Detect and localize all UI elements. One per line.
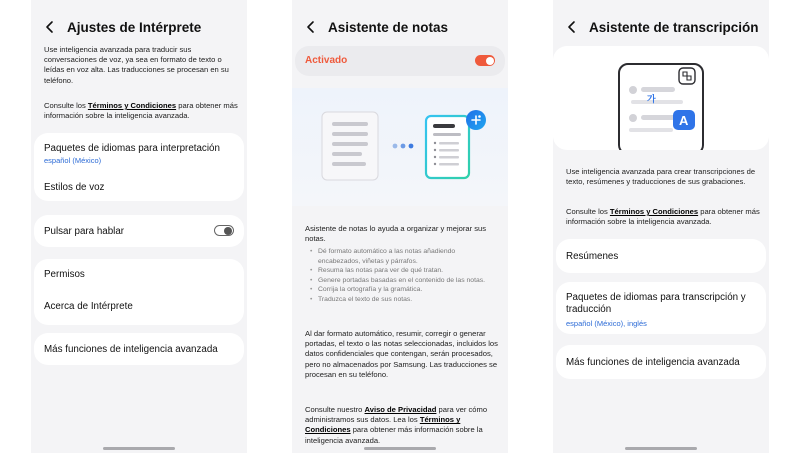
push-to-talk-card <box>34 215 244 247</box>
features-list <box>310 247 498 305</box>
language-packs-value: español (México) <box>44 156 102 165</box>
navigation-handle[interactable] <box>625 447 697 450</box>
back-arrow-icon[interactable] <box>43 20 57 34</box>
header <box>292 14 448 40</box>
push-to-talk-toggle[interactable] <box>214 225 234 236</box>
activated-label: Activado <box>305 55 348 66</box>
about-interpreter-item[interactable]: Acerca de Intérprete <box>44 301 133 312</box>
language-packs-value: español (México), inglés <box>566 319 647 328</box>
back-arrow-icon[interactable] <box>565 20 579 34</box>
language-packs-label: Paquetes de idiomas para interpretación <box>44 143 220 154</box>
more-features-card <box>34 333 244 365</box>
push-to-talk-label: Pulsar para hablar <box>44 226 125 237</box>
language-packs-item[interactable] <box>44 143 234 165</box>
more-features-item[interactable]: Más funciones de inteligencia avanzada <box>566 357 740 368</box>
transcript-illustration <box>553 46 769 150</box>
navigation-handle[interactable] <box>364 447 436 450</box>
more-features-item[interactable]: Más funciones de inteligencia avanzada <box>44 344 218 355</box>
feature-list-item: • Genere portadas basadas en el contenido de las notas. <box>310 276 498 286</box>
page-title: Asistente de transcripción <box>589 19 759 35</box>
transcript-assist-screen <box>553 0 769 453</box>
page-title: Ajustes de Intérprete <box>67 19 202 35</box>
terms-suffix: para obtener más información sobre la inteligencia avanzada. <box>566 207 760 227</box>
interpreter-settings-screen <box>31 0 247 453</box>
language-packs-item[interactable] <box>566 292 756 330</box>
feature-list-item: • Dé formato automático a las notas añadiendo encabezados, viñetas y párrafos. <box>310 247 498 266</box>
summaries-item[interactable]: Resúmenes <box>566 251 619 262</box>
navigation-handle[interactable] <box>103 447 175 450</box>
terms-prefix: Consulte los <box>44 101 88 110</box>
description: Use inteligencia avanzada para traducir sus conversaciones de voz, ya sea en formato de texto o leídas en voz alta. Las traducciones se procesan en su teléfono. <box>44 45 229 85</box>
header <box>31 14 201 40</box>
consent-text <box>305 405 500 446</box>
info-card <box>34 259 244 325</box>
intro-text: Asistente de notas lo ayuda a organizar y mejorar sus notas. <box>305 224 487 244</box>
terms-text <box>566 207 761 227</box>
toggle-knob <box>224 227 232 235</box>
consent-suffix: para obtener más información sobre la inteligencia avanzada. <box>305 425 483 445</box>
feature-list-item: • Traduzca el texto de sus notas. <box>310 295 498 305</box>
terms-prefix: Consulte los <box>566 207 610 216</box>
terms-text <box>44 101 239 121</box>
more-features-card <box>556 345 766 379</box>
notes-conversion-graphic <box>292 88 508 206</box>
consent-middle: para ver cómo administramos sus datos. Lea los <box>305 405 488 425</box>
note-assist-illustration <box>292 88 508 206</box>
terms-link[interactable]: Términos y Condiciones <box>87 101 177 110</box>
feature-list-item: • Corrija la ortografía y la gramática. <box>310 285 498 295</box>
description: Use inteligencia avanzada para crear transcripciones de texto, resúmenes y traducciones de sus grabaciones. <box>566 167 756 187</box>
summaries-card <box>556 239 766 273</box>
privacy-paragraph: Al dar formato automático, resumir, corregir o generar portadas, el texto o las notas seleccionadas, incluidos los datos confidenciales que contengan, serán procesados, pero no almacenados por Samsung. Las traducciones se procesan en su teléfono. <box>305 329 498 379</box>
feature-list-item: • Resuma las notas para ver de qué tratan. <box>310 266 498 276</box>
activated-card[interactable] <box>295 46 505 76</box>
transcription-graphic <box>553 46 769 150</box>
toggle-knob <box>486 57 494 65</box>
page-title: Asistente de notas <box>328 19 449 35</box>
language-voice-card <box>34 133 244 201</box>
header <box>553 14 759 40</box>
language-packs-card <box>556 282 766 334</box>
back-arrow-icon[interactable] <box>304 20 318 34</box>
privacy-notice-link[interactable]: Aviso de Privacidad <box>364 405 437 414</box>
language-packs-label: Paquetes de idiomas para transcripción y traducción <box>566 292 746 315</box>
consent-prefix: Consulte nuestro <box>305 405 365 414</box>
note-assist-screen <box>292 0 508 453</box>
terms-link[interactable]: Términos y Condiciones <box>305 415 461 435</box>
terms-link[interactable]: Términos y Condiciones <box>609 207 699 216</box>
activated-toggle[interactable] <box>475 55 495 66</box>
terms-suffix: para obtener más información sobre la inteligencia avanzada. <box>44 101 238 121</box>
translate-letter-icon: A <box>679 113 689 128</box>
korean-glyph: 가 <box>647 94 656 104</box>
voice-styles-item[interactable]: Estilos de voz <box>44 182 105 193</box>
permissions-item[interactable]: Permisos <box>44 269 85 280</box>
